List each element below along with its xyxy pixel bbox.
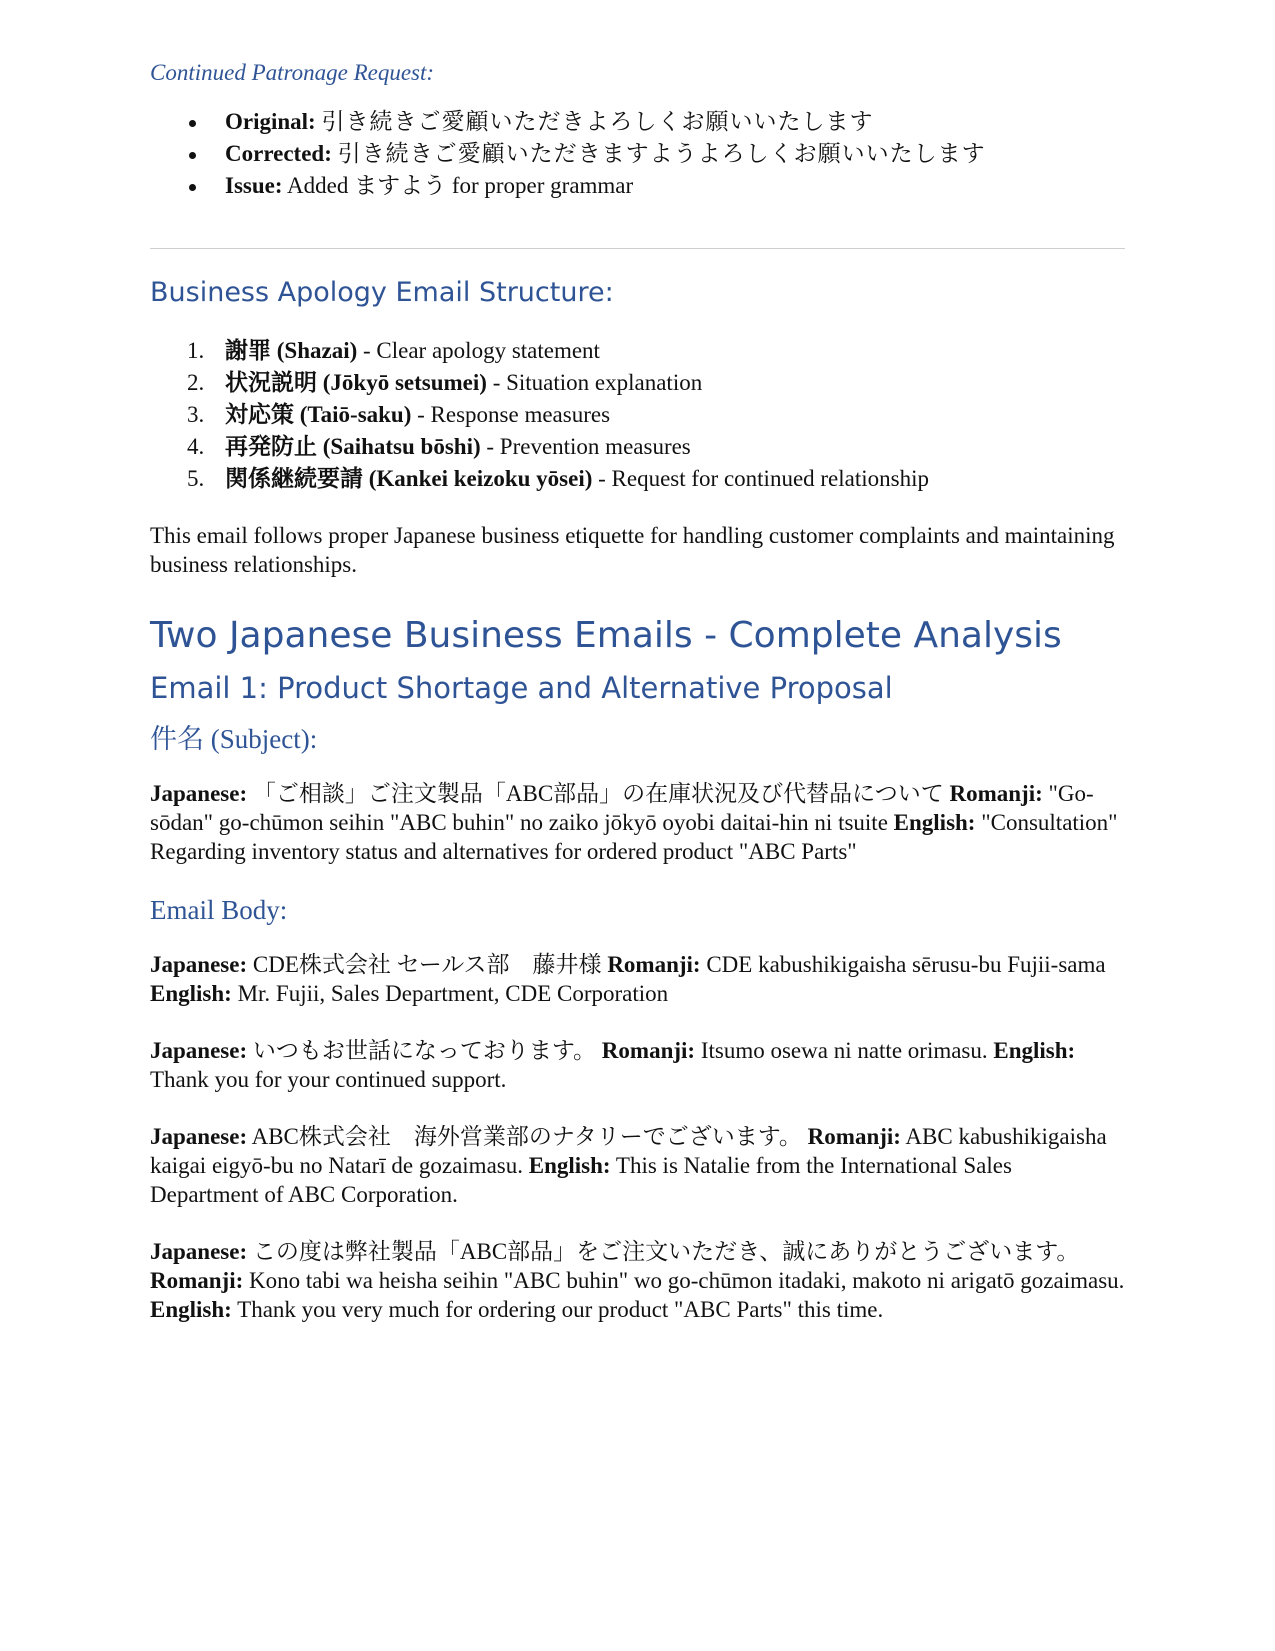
step-item: [187, 463, 1125, 495]
body-paragraph: [150, 1237, 1125, 1324]
japanese-label: Japanese:: [150, 952, 248, 977]
patronage-heading: Continued Patronage Request:: [150, 60, 435, 85]
japanese-text: ABC株式会社 海外営業部のナタリーでございます。: [247, 1124, 808, 1149]
romanji-label: Romanji:: [807, 1124, 901, 1149]
japanese-text: いつもお世話になっております。: [247, 1038, 602, 1063]
japanese-text: CDE株式会社 セールス部 藤井様: [247, 952, 608, 977]
step-desc: - Clear apology statement: [357, 338, 600, 363]
item-text: Added ますよう for proper grammar: [287, 173, 634, 198]
item-label: Original:: [225, 109, 316, 134]
step-term: 対応策 (Taiō-saku): [225, 402, 412, 427]
step-desc: - Prevention measures: [480, 434, 691, 459]
step-item: [187, 399, 1125, 431]
romanji-text: CDE kabushikigaisha sērusu-bu Fujii-sama: [700, 952, 1106, 977]
step-item: [187, 431, 1125, 463]
item-text: 引き続きご愛顧いただきますようよろしくお願いいたします: [337, 141, 986, 166]
step-term: 再発防止 (Saihatsu bōshi): [225, 434, 481, 459]
romanji-label: Romanji:: [607, 952, 701, 977]
english-text: Thank you for your continued support.: [150, 1067, 507, 1092]
body-paragraph: [150, 950, 1125, 1008]
subject-paragraph: [150, 779, 1125, 866]
step-desc: - Request for continued relationship: [592, 466, 929, 491]
item-label: Issue:: [225, 173, 283, 198]
structure-steps-list: [150, 335, 1125, 495]
email1-title: Email 1: Product Shortage and Alternative Proposal: [150, 671, 893, 705]
romanji-label: Romanji:: [949, 781, 1043, 806]
japanese-label: Japanese:: [150, 781, 248, 806]
body-paragraph: [150, 1122, 1125, 1209]
step-desc: - Response measures: [411, 402, 611, 427]
romanji-text: Itsumo osewa ni natte orimasu.: [695, 1038, 994, 1063]
step-desc: - Situation explanation: [486, 370, 703, 395]
step-number: 5.: [187, 466, 205, 491]
english-label: English:: [150, 1297, 232, 1322]
list-item-corrected: [225, 138, 1125, 170]
step-item: [187, 335, 1125, 367]
step-number: 1.: [187, 338, 205, 363]
english-label: English:: [893, 810, 976, 835]
english-text: "Consultation" Regarding inventory status and alternatives for ordered product "ABC Parts": [150, 810, 1118, 864]
english-text: Mr. Fujii, Sales Department, CDE Corporation: [231, 981, 669, 1006]
english-label: English:: [993, 1038, 1076, 1063]
document-content: [150, 58, 1125, 1324]
step-number: 2.: [187, 370, 205, 395]
japanese-label: Japanese:: [150, 1124, 248, 1149]
japanese-label: Japanese:: [150, 1239, 248, 1264]
item-text: 引き続きご愛顧いただきよろしくお願いいたします: [321, 109, 874, 134]
analysis-title: Two Japanese Business Emails - Complete Analysis: [150, 615, 1062, 656]
body-paragraph: [150, 1036, 1125, 1094]
step-item: [187, 367, 1125, 399]
list-item-issue: [225, 170, 1125, 202]
step-term: 謝罪 (Shazai): [225, 338, 358, 363]
romanji-label: Romanji:: [150, 1268, 244, 1293]
structure-heading: Business Apology Email Structure:: [150, 277, 614, 308]
english-text: Thank you very much for ordering our product "ABC Parts" this time.: [231, 1297, 884, 1322]
romanji-text: Kono tabi wa heisha seihin "ABC buhin" wo go-chūmon itadaki, makoto ni arigatō gozaimasu.: [243, 1268, 1125, 1293]
item-label: Corrected:: [225, 141, 332, 166]
english-label: English:: [150, 981, 232, 1006]
japanese-text: 「ご相談」ご注文製品「ABC部品」の在庫状況及び代替品について: [247, 781, 950, 806]
email-body-heading: Email Body:: [150, 895, 288, 925]
japanese-text: この度は弊社製品「ABC部品」をご注文いただき、誠にありがとうございます。: [247, 1239, 1080, 1264]
step-term: 状況説明 (Jōkyō setsumei): [225, 370, 487, 395]
romanji-text: ABC kabushikigaisha kaigai eigyō-bu no Natarī de gozaimasu.: [150, 1124, 1107, 1178]
japanese-label: Japanese:: [150, 1038, 248, 1063]
horizontal-divider: [150, 248, 1125, 249]
structure-summary: This email follows proper Japanese business etiquette for handling customer complaints and maintaining business relationships.: [150, 523, 1115, 577]
list-item-original: [225, 106, 1125, 138]
english-label: English:: [528, 1153, 611, 1178]
subject-heading: 件名 (Subject):: [150, 724, 318, 754]
step-number: 4.: [187, 434, 205, 459]
patronage-list: [150, 106, 1125, 202]
romanji-label: Romanji:: [601, 1038, 696, 1063]
romanji-text: "Go-sōdan" go-chūmon seihin "ABC buhin" no zaiko jōkyō oyobi daitai-hin ni tsuite: [150, 781, 1094, 835]
step-number: 3.: [187, 402, 205, 427]
step-term: 関係継続要請 (Kankei keizoku yōsei): [225, 466, 593, 491]
english-text: This is Natalie from the International Sales Department of ABC Corporation.: [150, 1153, 1012, 1207]
